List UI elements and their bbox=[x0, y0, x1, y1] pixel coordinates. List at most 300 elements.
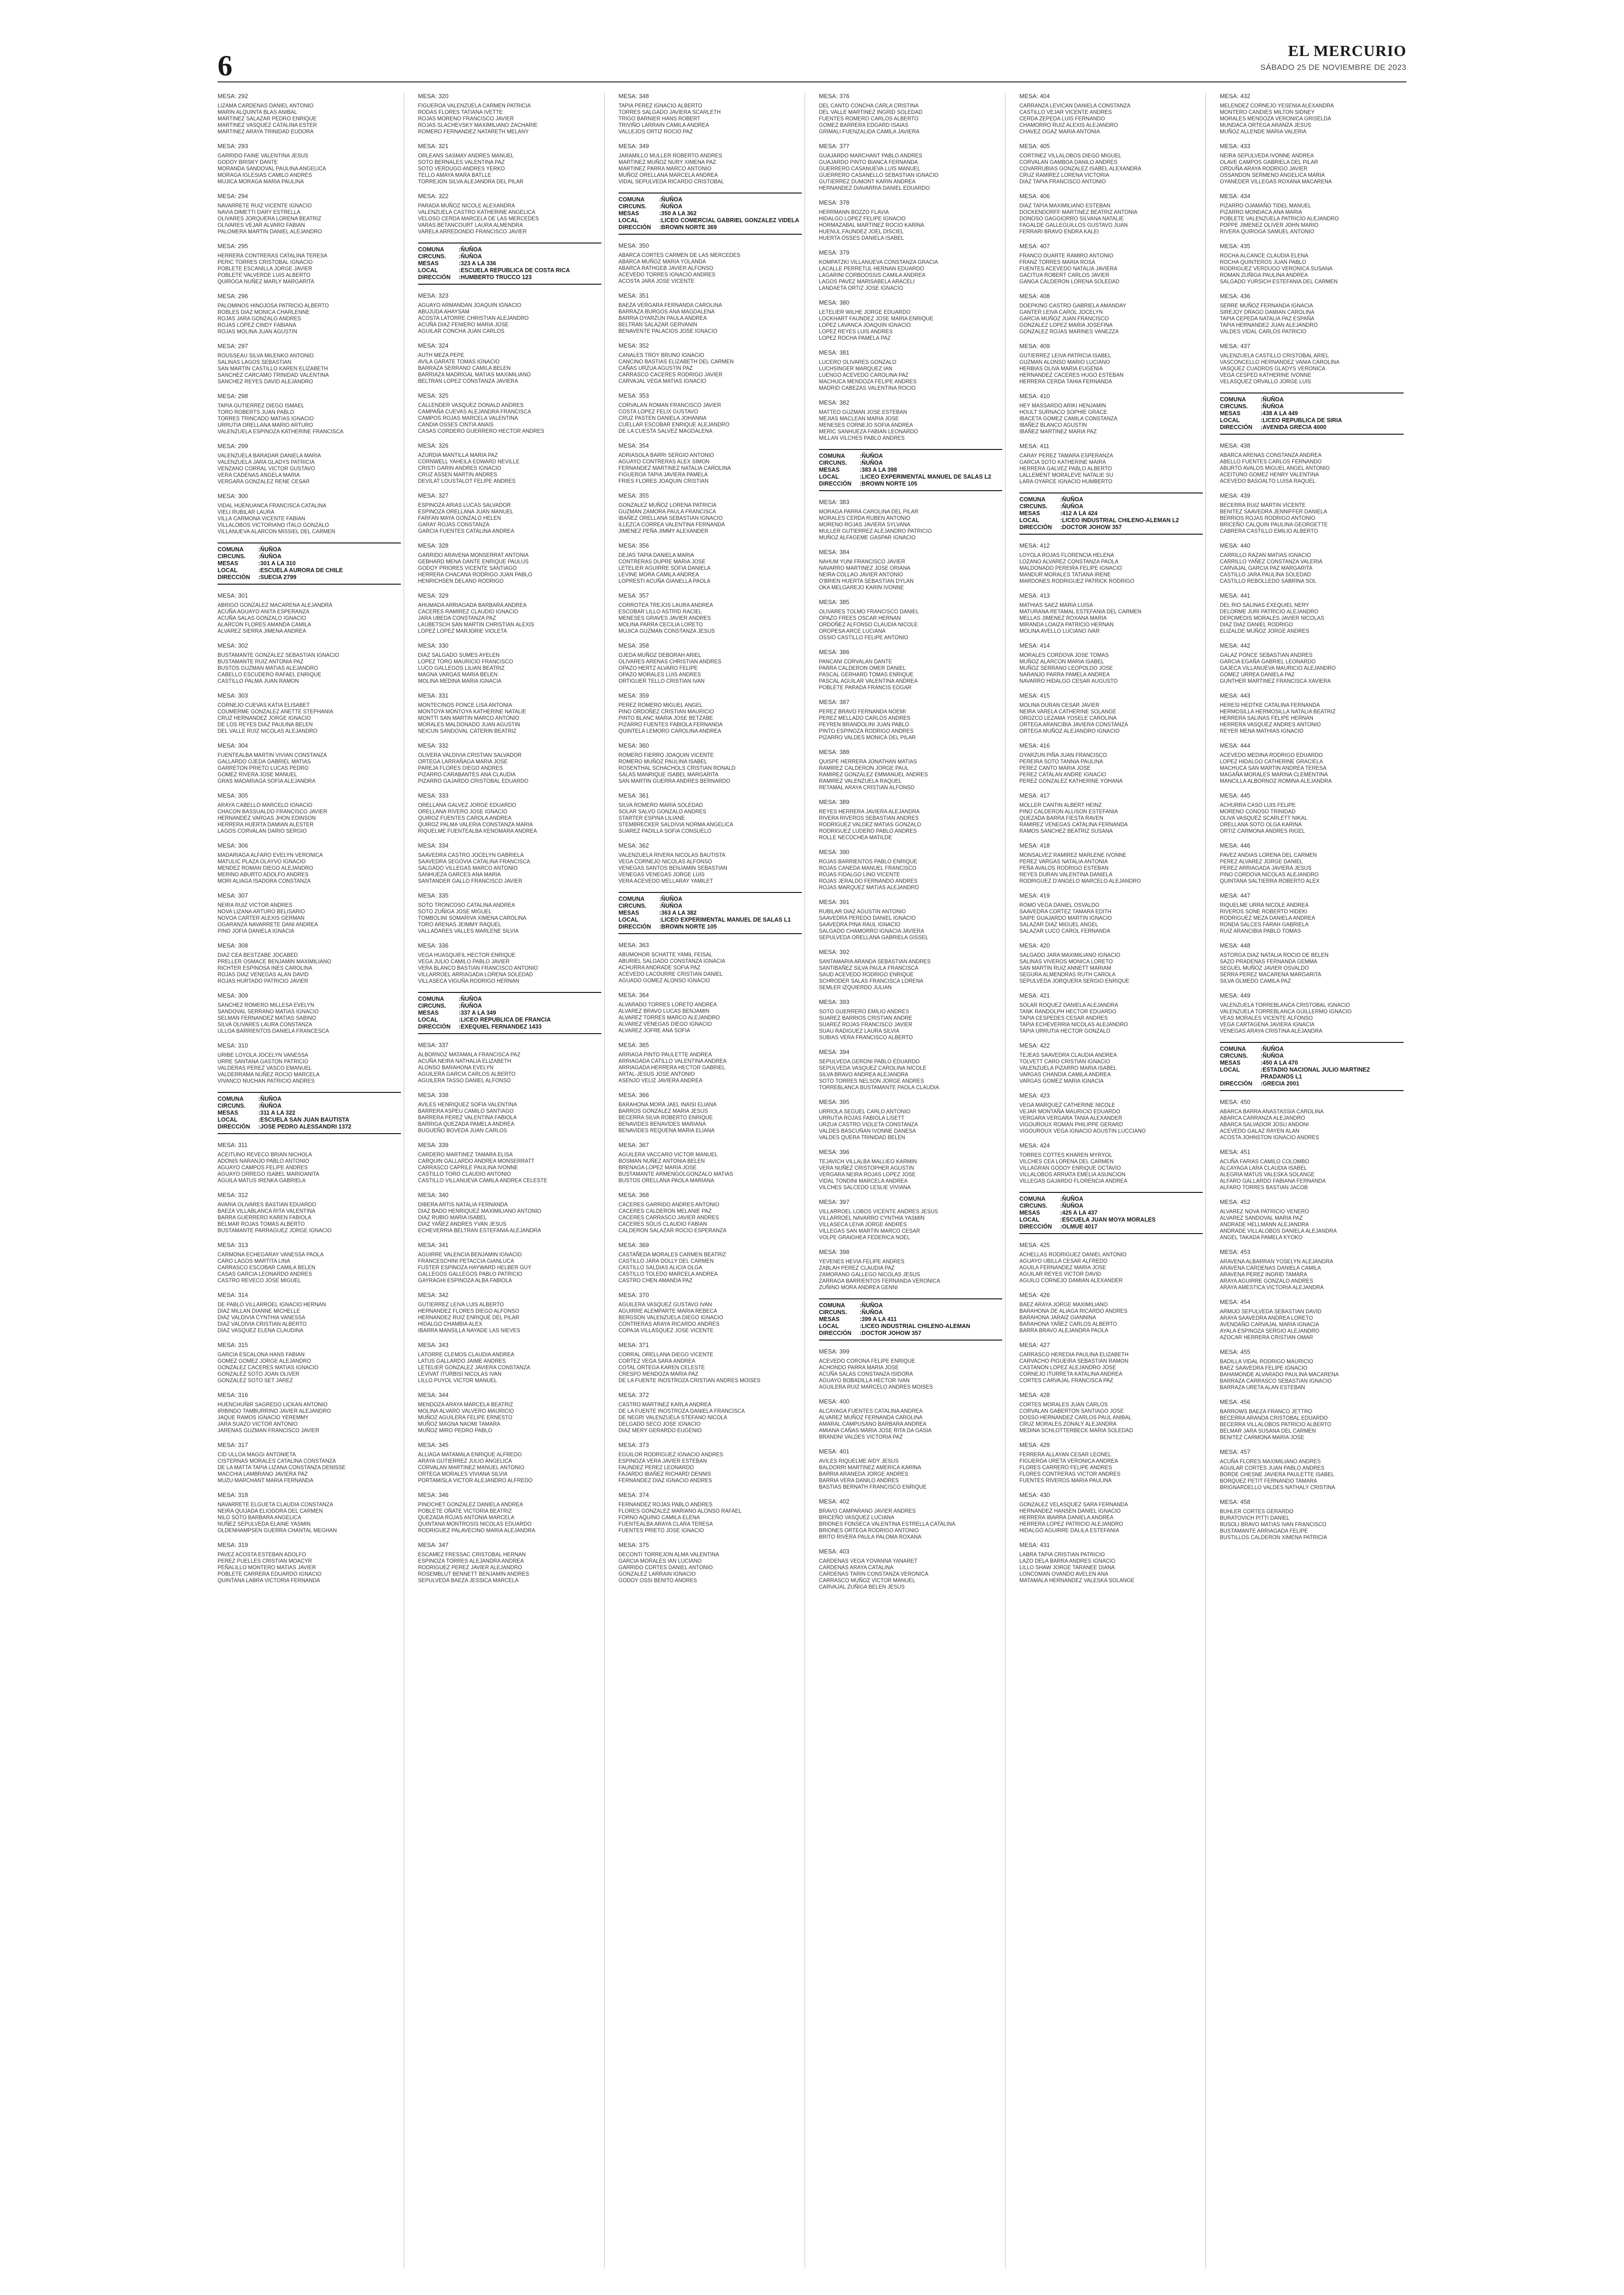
mesa-block bbox=[618, 1391, 802, 1434]
vocal-list bbox=[618, 1452, 802, 1484]
vocal-name: LOPEZ TORO MAURICIO FRANCISCO bbox=[418, 659, 513, 665]
vocal-list bbox=[618, 352, 802, 385]
mesa-block bbox=[1220, 692, 1404, 735]
vocal-name: CARRASCO HEREDIA PAULINA ELIZABETH bbox=[1019, 1352, 1129, 1358]
mesa-label: MESA: 415 bbox=[1019, 692, 1050, 699]
mesa-label: MESA: 400 bbox=[819, 1398, 849, 1405]
vocal-name: RAMIREZ GONZALEZ EMMANUEL ANDRES bbox=[819, 772, 928, 778]
vocal-name: RICHTER ESPINOSA INES CAROLINA bbox=[218, 966, 312, 971]
vocal-name: AGUADO GOMEZ ALONSO IGNACIO bbox=[618, 978, 710, 984]
field-value: :383 A LA 398 bbox=[860, 467, 897, 473]
vocal-name: NOVOA CARTER ALEXIS GERMAN bbox=[218, 916, 305, 921]
mesa-block bbox=[1220, 1148, 1404, 1191]
vocal-name: NAVARRO MARTINEZ JOSE ORIANA bbox=[819, 566, 911, 571]
vocal-name: LAGOS CORVALAN DARIO SERGIO bbox=[218, 829, 307, 834]
vocal-name: SEGUEL MUÑOZ JAVIER OSVALDO bbox=[1220, 966, 1309, 971]
vocal-name: URZUA CASTRO VIOLETA CONSTANZA bbox=[819, 1122, 918, 1128]
mesa-block bbox=[618, 842, 802, 885]
vocal-list bbox=[1019, 1102, 1203, 1135]
mesa-label: MESA: 445 bbox=[1220, 792, 1250, 799]
vocal-name: PEREZ PUELLES CRISTIAN MOACYR bbox=[218, 1559, 312, 1564]
vocal-name: AZOCAR HERRERA CRISTIAN OMAR bbox=[1220, 1335, 1313, 1341]
vocal-name: AGUILAR CORTES JUAN PABLO ANDRES bbox=[1220, 1466, 1324, 1471]
mesa-label: MESA: 356 bbox=[618, 542, 649, 549]
vocal-name: OROPESA ARCE LUCIANA bbox=[819, 629, 886, 634]
mesa-label: MESA: 299 bbox=[218, 443, 248, 449]
vocal-name: OLIVA VASQUEZ SCARLETT NIKAL bbox=[1220, 816, 1308, 821]
mesa-label: MESA: 336 bbox=[418, 942, 449, 949]
mesa-label: MESA: 405 bbox=[1019, 143, 1050, 150]
vocal-list bbox=[1019, 403, 1203, 435]
mesa-label: MESA: 374 bbox=[618, 1491, 649, 1498]
mesa-block bbox=[1220, 1198, 1404, 1241]
vocal-name: CRISTI GARIN ANDRES IGNACIO bbox=[418, 466, 501, 471]
vocal-name: MENDEZ ROMAN DIEGO ALEJANDRO bbox=[218, 866, 313, 871]
vocal-name: ABARCA CORTES CARMEN DE LAS MERCEDES bbox=[618, 253, 741, 258]
vocal-name: GUAJARDO MARCHANT PABLO ANDRES bbox=[819, 153, 923, 159]
vocal-name: ROJAS MARQUEZ MATIAS ALEJANDRO bbox=[819, 885, 919, 891]
vocal-name: SERRA PEREZ MACARENA MARGARITA bbox=[1220, 972, 1321, 978]
polling-location-block bbox=[1220, 393, 1404, 435]
mesa-label: MESA: 317 bbox=[218, 1441, 248, 1448]
vocal-list bbox=[1019, 1302, 1203, 1334]
mesa-label: MESA: 399 bbox=[819, 1348, 849, 1355]
field-key: DIRECCIÓN bbox=[1220, 424, 1253, 430]
vocal-name: BAEZ ARAYA JORGE MAXIMILIANO bbox=[1019, 1302, 1108, 1308]
vocal-name: BUHLER CORTES GERARDO bbox=[1220, 1509, 1293, 1515]
location-field bbox=[218, 1110, 401, 1116]
field-key: CIRCUNS. bbox=[1019, 1203, 1048, 1209]
location-field bbox=[1019, 524, 1203, 531]
vocal-name: VEGA HUASQUIFIL HECTOR ENRIQUE bbox=[418, 953, 516, 958]
mesa-block bbox=[418, 1091, 601, 1134]
vocal-name: PEREZ ALVAREZ JORGE DANIEL bbox=[1220, 859, 1303, 865]
location-field bbox=[218, 574, 401, 581]
vocal-name: CORVALAN GABERTON SANTIAGO JOSE bbox=[1019, 1409, 1124, 1414]
mesa-block bbox=[819, 549, 1002, 591]
vocal-name: OSSIO CASTILLO FELIPE ANTONIO bbox=[819, 635, 908, 641]
field-value: :ÑUÑOA bbox=[258, 1103, 281, 1109]
vocal-name: FRANCO DUARTE RAMIRO ANTONIO bbox=[1019, 253, 1113, 259]
vocal-list bbox=[218, 1402, 401, 1434]
mesa-label: MESA: 395 bbox=[819, 1098, 849, 1105]
vocal-name: VIGOUROUX ROMAN PHILIPPE GERARD bbox=[1019, 1122, 1123, 1128]
vocal-name: DONOSO GAGGIORRO SILVANA NATALIE bbox=[1019, 216, 1124, 222]
vocal-list bbox=[1019, 253, 1203, 285]
vocal-list bbox=[1220, 1259, 1404, 1291]
mesa-label: MESA: 409 bbox=[1019, 343, 1050, 349]
vocal-list bbox=[1019, 1252, 1203, 1284]
mesa-label: MESA: 339 bbox=[418, 1141, 449, 1148]
vocal-list bbox=[819, 1358, 1002, 1391]
field-key: COMUNA bbox=[819, 453, 845, 459]
mesa-label: MESA: 301 bbox=[218, 592, 248, 599]
vocal-name: CORTINEZ VILLALOBOS DIEGO MIGUEL bbox=[1019, 153, 1122, 159]
mesa-label: MESA: 375 bbox=[618, 1541, 649, 1548]
vocal-name: PIZARRO OJAMAÑO TIDEL MANUEL bbox=[1220, 203, 1312, 209]
vocal-name: ABUJUDA AHAYSAM bbox=[418, 309, 469, 315]
vocal-name: MARDONES RODRIGUEZ PATRICK RODRIGO bbox=[1019, 579, 1135, 584]
vocal-name: IRIBINDO TAMBURRINO JAVIER ALEJANDRO bbox=[218, 1409, 331, 1414]
location-field bbox=[1019, 1203, 1203, 1210]
vocal-name: KOMPATZKI VILLANUEVA CONSTANZA GRACIA bbox=[819, 260, 938, 265]
vocal-name: BARRAZA URETA ALAN ESTEBAN bbox=[1220, 1385, 1305, 1391]
vocal-name: AYALA ESPINOZA SERGIO ALEJANDRO bbox=[1220, 1328, 1319, 1334]
mesa-label: MESA: 351 bbox=[618, 292, 649, 299]
vocal-name: ULLOA BARRIENTOS DANIELA FRANCESCA bbox=[218, 1029, 329, 1034]
vocal-name: ANDRADE VILLALOBOS DANIELA ALEJANDRA bbox=[1220, 1229, 1337, 1234]
vocal-name: GONZALEZ LOPEZ MARIA JOSEFINA bbox=[1019, 323, 1113, 328]
vocal-name: FUENTEALBA ARAYA CLARA TERESA bbox=[618, 1522, 713, 1527]
vocal-name: VALDES QUERA TRINIDAD BELEN bbox=[819, 1135, 906, 1141]
mesa-label: MESA: 433 bbox=[1220, 143, 1250, 150]
vocal-name: ALVAREZ NOVA PATRICIO VENERO bbox=[1220, 1209, 1309, 1215]
vocal-name: STEMBRECKER SALDIVIA NORMA ANGELICA bbox=[618, 822, 733, 828]
mesa-label: MESA: 349 bbox=[618, 143, 649, 150]
field-key: LOCAL bbox=[218, 1116, 238, 1123]
vocal-name: ARTAL-JESUS JOSE ANTONIO bbox=[618, 1072, 695, 1077]
vocal-name: QUINTANA LABRA VICTORIA FERNANDA bbox=[218, 1578, 320, 1584]
vocal-name: NAVIA DIMETTI DARY ESTRELLA bbox=[218, 210, 300, 215]
vocal-name: CARDERO MARTINEZ TAMARA ELISA bbox=[418, 1152, 513, 1158]
vocal-list bbox=[819, 1159, 1002, 1191]
vocal-list bbox=[819, 153, 1002, 192]
mesa-label: MESA: 352 bbox=[618, 342, 649, 349]
mesa-label: MESA: 427 bbox=[1019, 1341, 1050, 1348]
field-value: :ÑUÑOA bbox=[258, 546, 281, 553]
vocal-name: BERRIOS ROJAS RODRIGO ANTONIO bbox=[1220, 516, 1316, 521]
vocal-name: PEREZ CATALAN ANDRE IGNACIO bbox=[1019, 772, 1106, 778]
vocal-name: HERRERA LOPEZ PATRICIO ALEJANDRO bbox=[1019, 1522, 1123, 1527]
vocal-name: JARA UBEDA CONSTANZA PAZ bbox=[418, 616, 496, 621]
vocal-list bbox=[1220, 502, 1404, 535]
vocal-name: ROCHA QUINTEROS JUAN PABLO bbox=[1220, 260, 1306, 265]
vocal-name: ORELLANA RIVERO JOSE IGNACIO bbox=[418, 809, 507, 815]
vocal-name: GONZALEZ ROJAS MARINES VANEZZA bbox=[1019, 329, 1119, 335]
vocal-name: BRITO RIVERA PAULA PALOMA ROXANA bbox=[819, 1534, 922, 1540]
mesa-block bbox=[418, 193, 601, 235]
vocal-name: FERRERA ALLAYAN CESAR LEONEL bbox=[1019, 1452, 1112, 1458]
vocal-list bbox=[819, 359, 1002, 392]
vocal-name: ASENJO VELIZ JAVIERA ANDREA bbox=[618, 1078, 703, 1084]
polling-location-block bbox=[819, 1298, 1002, 1341]
vocal-name: ALBORNOZ MATAMALA FRANCISCA PAZ bbox=[418, 1052, 521, 1058]
location-field bbox=[418, 274, 601, 281]
vocal-name: CAÑAS URZUA AGUSTIN PAZ bbox=[618, 366, 693, 371]
vocal-name: ACUÑA FLORES MAXIMILIANO ANDRES bbox=[1220, 1459, 1321, 1465]
vocal-name: ARRIAGA PINTO PAULETTE ANDREA bbox=[618, 1052, 712, 1058]
field-value: :HUMBERTO TRUCCO 123 bbox=[459, 274, 532, 281]
location-field bbox=[418, 1010, 601, 1017]
mesa-label: MESA: 422 bbox=[1019, 1042, 1050, 1049]
field-value: :JOSE PEDRO ALESSANDRI 1372 bbox=[258, 1123, 351, 1130]
vocal-name: GODOY PRIORES VICENTE SANTIAGO bbox=[418, 566, 517, 571]
vocal-name: CORTES MORALES JUAN CARLOS bbox=[1019, 1402, 1108, 1408]
mesa-block bbox=[1019, 592, 1203, 635]
vocal-name: CALLENDER VASQUEZ DONALD ANDRES bbox=[418, 403, 524, 408]
vocal-name: RIVERA QUIROGA SAMUEL ANTONIO bbox=[1220, 229, 1314, 235]
vocal-list bbox=[418, 852, 601, 885]
mesa-block bbox=[418, 1441, 601, 1484]
vocal-name: HEY MASSARDO ARIKI HENJAMIN bbox=[1019, 403, 1106, 409]
vocal-name: BURATOVICH PITTI DANIEL bbox=[1220, 1515, 1290, 1521]
vocal-name: SEPULVEDA ORELLANA GABRIELA GISSEL bbox=[819, 935, 929, 941]
vocal-name: BECERRA SILVA ROBERTO ENRIQUE bbox=[618, 1115, 713, 1121]
vocal-name: SANTIBAÑEZ SILVA PAULA FRANCISCA bbox=[819, 966, 918, 971]
mesa-block bbox=[418, 1291, 601, 1334]
vocal-list bbox=[819, 1408, 1002, 1441]
mesa-block bbox=[418, 392, 601, 435]
vocal-name: HENRICHSEN DELANO RODRIGO bbox=[418, 579, 504, 584]
mesa-block bbox=[218, 1191, 401, 1234]
mesa-label: MESA: 354 bbox=[618, 442, 649, 449]
field-value: :337 A LA 349 bbox=[459, 1010, 496, 1016]
mesa-block bbox=[819, 1148, 1002, 1191]
vocal-name: ROMERO MUÑOZ PAULINA ISABEL bbox=[618, 759, 707, 765]
vocal-list bbox=[819, 1259, 1002, 1291]
mesa-label: MESA: 419 bbox=[1019, 892, 1050, 899]
location-field bbox=[618, 923, 802, 930]
mesa-block bbox=[819, 1048, 1002, 1091]
vocal-name: ALVAREZ BRAVO LUCAS BENJAMIN bbox=[618, 1009, 710, 1014]
vocal-name: PIZARRO GAJARDO CRISTOBAL EDUARDO bbox=[418, 779, 529, 784]
vocal-list bbox=[218, 303, 401, 335]
vocal-name: ACEVEDO TORRES IGNACIO ANDRES bbox=[618, 272, 716, 278]
vocal-name: GUTIERREZ LEIVA LUIS ALBERTO bbox=[418, 1302, 504, 1308]
mesa-label: MESA: 389 bbox=[819, 798, 849, 805]
vocal-name: AMIANA CAÑAS MARIA JOSE RITA DA GASIA bbox=[819, 1428, 932, 1434]
vocal-name: DE LA CUESTA SALVEZ MAGDALENA bbox=[618, 429, 712, 434]
vocal-list bbox=[1019, 752, 1203, 785]
polling-location-block bbox=[218, 543, 401, 585]
vocal-name: GACITUA ROBERT CARLOS JAVIER bbox=[1019, 273, 1110, 278]
field-value: :ÑUÑOA bbox=[659, 896, 682, 902]
mesa-label: MESA: 347 bbox=[418, 1541, 449, 1548]
field-key: CIRCUNS. bbox=[218, 553, 246, 560]
vocal-name: ALFARO GALLARDO FABIANA FERNANDA bbox=[1220, 1179, 1326, 1184]
vocal-name: CARO LAGOS MARTITA LINA bbox=[218, 1259, 290, 1264]
vocal-name: BUSTOS GUZMAN MATIAS ALEJANDRO bbox=[218, 666, 318, 671]
mesa-label: MESA: 429 bbox=[1019, 1441, 1050, 1448]
vocal-list bbox=[819, 509, 1002, 541]
vocal-name: MERINO ABURTO ADOLFO ANDRES bbox=[218, 872, 309, 878]
vocal-list bbox=[819, 1558, 1002, 1590]
vocal-name: DIAZ YAÑEZ ANDRES YVAN JESUS bbox=[418, 1222, 506, 1227]
vocal-name: ABURTO AVALOS MIGUEL ANGEL ANTONIO bbox=[1220, 466, 1330, 471]
vocal-name: CORNWELL YAHEILA EDWARD NEVILLE bbox=[418, 459, 520, 465]
mesa-label: MESA: 378 bbox=[819, 199, 849, 206]
vocal-name: MUÑOZ ALLENDE MARIA VALERIA bbox=[1220, 129, 1307, 135]
mesa-block bbox=[1019, 1042, 1203, 1085]
vocal-name: ARAVENA PEREZ INGRID TAMARA bbox=[1220, 1272, 1307, 1278]
mesa-label: MESA: 308 bbox=[218, 942, 248, 949]
field-value: :ÑUÑOA bbox=[1261, 403, 1284, 410]
mesa-block bbox=[1019, 1241, 1203, 1284]
column bbox=[418, 93, 605, 2268]
vocal-name: MORAGA IGLESIAS CAMILO ANDRES bbox=[218, 173, 312, 178]
mesa-block bbox=[1019, 1541, 1203, 1584]
vocal-name: TRIVIÑO LARRAIN CAMILA ANDREA bbox=[618, 123, 709, 128]
vocal-name: SAAVEDRA PINA RAUL IGNACIO bbox=[819, 922, 900, 928]
vocal-name: CABRERA CASTILLO EMILIO ALBERTO bbox=[1220, 529, 1318, 534]
mesa-block bbox=[218, 243, 401, 285]
vocal-name: CANCINO BASTIAS ELIZABETH DEL CARMEN bbox=[618, 359, 734, 365]
vocal-list bbox=[418, 1152, 601, 1184]
field-key: LOCAL bbox=[1220, 1066, 1240, 1073]
vocal-name: TORREJON SILVA ALEJANDRA DEL PILAR bbox=[418, 179, 524, 185]
mesa-label: MESA: 294 bbox=[218, 193, 248, 200]
vocal-list bbox=[218, 353, 401, 385]
vocal-list bbox=[618, 1552, 802, 1584]
vocal-name: ACEVEDO GALAZ RAYEN ALAN bbox=[1220, 1129, 1299, 1134]
field-value: :ESCUELA JUAN MOYA MORALES bbox=[1060, 1216, 1156, 1223]
vocal-name: PEÑA AVALOS RODRIGO ESTEBAN bbox=[1019, 866, 1109, 871]
vocal-name: MULLER GUTIERREZ ALEJANDRO PATRICIO bbox=[819, 529, 932, 534]
mesa-block bbox=[218, 443, 401, 485]
vocal-name: POBLETE VALVERDE LUIS ALBERTO bbox=[218, 273, 311, 278]
vocal-name: SUAU RADIGUEZ LAURA SILVIA bbox=[819, 1029, 899, 1034]
location-field bbox=[819, 460, 1002, 467]
vocal-list bbox=[819, 659, 1002, 691]
vocal-name: TANK RANDOLPH HECTOR EDUARDO bbox=[1019, 1009, 1117, 1015]
mesa-block bbox=[418, 642, 601, 685]
vocal-name: GARRIDO FAINE VALENTINA JESUS bbox=[218, 153, 308, 159]
vocal-name: DELGADO SECO JOSE IGNACIO bbox=[618, 1422, 701, 1427]
mesa-block bbox=[819, 1448, 1002, 1491]
vocal-name: GANTER LEIVA CAROL JOCELYN bbox=[1019, 310, 1103, 315]
vocal-name: ROSEMBLUT BENNETT BENJAMIN ANDRES bbox=[418, 1572, 529, 1577]
vocal-name: ABARCA ARENAS CONSTANZA ANDREA bbox=[1220, 453, 1322, 458]
mesa-label: MESA: 382 bbox=[819, 399, 849, 406]
field-value: :LICEO REPUBLICA DE FRANCIA bbox=[459, 1017, 551, 1023]
field-key: CIRCUNS. bbox=[418, 253, 446, 260]
mesa-label: MESA: 326 bbox=[418, 442, 449, 449]
mesa-block bbox=[218, 1042, 401, 1085]
vocal-name: MORALES CERDA RUBEN ANTONIO bbox=[819, 516, 911, 521]
vocal-list bbox=[618, 552, 802, 585]
vocal-name: ROJAS MORENO FRANCISCO JAVIER bbox=[418, 116, 514, 122]
polling-location-block bbox=[1019, 493, 1203, 535]
vocal-name: RIVERA RIVEROS SEBASTIAN ANDRES bbox=[819, 816, 919, 821]
vocal-name: GARCIA MORALES IAN LUCIANO bbox=[618, 1559, 702, 1564]
vocal-name: PIZARRO VALDES MONICA DEL PILAR bbox=[819, 735, 916, 741]
field-key: MESAS bbox=[218, 560, 238, 567]
vocal-name: PALOMINOS HINOJOSA PATRICIO ALBERTO bbox=[218, 303, 329, 309]
vocal-name: ABARCA CARRANZA ALEJANDRO bbox=[1220, 1116, 1305, 1121]
vocal-name: GUAJARDO PINTO BIANCA FERNANDA bbox=[819, 160, 918, 165]
polling-location-block bbox=[1019, 1192, 1203, 1234]
vocal-list bbox=[1019, 453, 1203, 485]
mesa-block bbox=[819, 1498, 1002, 1540]
mesa-block bbox=[618, 1141, 802, 1184]
vocal-name: PEREZ GONZALEZ KATHERINE YOHANA bbox=[1019, 779, 1123, 784]
mesa-block bbox=[618, 1341, 802, 1384]
vocal-name: ROLLE NECOCHEA MATILDE bbox=[819, 835, 892, 841]
vocal-name: BELTRAN SALAZAR GERVANIN bbox=[618, 322, 697, 328]
vocal-name: DEL VALLE MARTINEZ INGRID SOLEDAD bbox=[819, 110, 923, 115]
mesa-label: MESA: 363 bbox=[618, 942, 649, 948]
vocal-name: MERIC SANHUEZA FABIAN LEONARDO bbox=[819, 429, 918, 435]
location-field bbox=[618, 217, 802, 224]
location-field bbox=[218, 546, 401, 553]
vocal-name: VALENZUELA CASTRO KATHERINE ANGELICA bbox=[418, 210, 536, 215]
vocal-name: ORTEGA MORALES VIVIANA SILVIA bbox=[418, 1472, 508, 1477]
vocal-name: MUÑOZ ORELLANA MARCELA ANDREA bbox=[618, 173, 718, 178]
vocal-name: ROSENTHAL SCHACHOLS CRISTIAN RONALD bbox=[618, 766, 736, 771]
vocal-list bbox=[618, 652, 802, 685]
vocal-name: CASTILLO SALDIAS ALICIA OLGA bbox=[618, 1265, 702, 1271]
vocal-name: SALAS MANRIQUE ISABEL MARGARITA bbox=[618, 772, 718, 778]
vocal-name: VALLADARES VALLES MARLENE SILVIA bbox=[418, 929, 519, 934]
vocal-name: LEVINE MORA CAMILA ANDREA bbox=[618, 572, 699, 578]
mesa-block bbox=[618, 1041, 802, 1084]
mesa-label: MESA: 322 bbox=[418, 193, 449, 200]
vocal-name: SAN MARTIN CASTILLO KAREN ELIZABETH bbox=[218, 366, 328, 372]
vocal-list bbox=[418, 1302, 601, 1334]
field-key: DIRECCIÓN bbox=[819, 480, 852, 487]
vocal-name: ACUÑA SALAS GONZALO IGNACIO bbox=[218, 616, 306, 621]
vocal-list bbox=[618, 452, 802, 485]
mesa-block bbox=[1220, 1348, 1404, 1391]
vocal-name: VILLA CARMONA VICENTE FABIAN bbox=[218, 516, 306, 522]
vocal-name: HIDALGO AGUIRRE DALILA ESTEFANIA bbox=[1019, 1528, 1119, 1534]
mesa-block bbox=[218, 842, 401, 885]
vocal-name: MAGAÑA MORALES MARINA CLEMENTINA bbox=[1220, 772, 1328, 778]
vocal-list bbox=[218, 1052, 401, 1085]
vocal-list bbox=[418, 1552, 601, 1584]
vocal-name: MADRID CABEZAS VALENTINA ROCIO bbox=[819, 386, 916, 391]
vocal-name: MUÑOZ MAGNA NAOMI TAMARA bbox=[418, 1422, 500, 1427]
vocal-name: BARRERA PEREZ VALENTINA FABIOLA bbox=[418, 1115, 517, 1121]
mesa-label: MESA: 319 bbox=[218, 1541, 248, 1548]
vocal-name: ACEVEDO MEDINA RODRIGO EDUARDO bbox=[1220, 753, 1323, 758]
field-value: :EXEQUIEL FERNANDEZ 1433 bbox=[459, 1023, 542, 1030]
mesa-label: MESA: 437 bbox=[1220, 343, 1250, 349]
location-field bbox=[1220, 1060, 1404, 1066]
vocal-name: BUGUEÑO BOVEDA JUAN CARLOS bbox=[418, 1128, 507, 1134]
mesa-block bbox=[1019, 542, 1203, 585]
vocal-name: CASTILLO VEJAR VICENTE ANDRES bbox=[1019, 110, 1112, 115]
vocal-name: SALGADO YURSICH ESTEFANIA DEL CARMEN bbox=[1220, 279, 1338, 285]
field-value: :OLMUE 4017 bbox=[1060, 1223, 1098, 1230]
vocal-name: SOLAR SALVO GONZALO ANDRES bbox=[618, 809, 706, 815]
vocal-name: ABARCA BARRA ANASTASSIA CAROLINA bbox=[1220, 1109, 1324, 1115]
vocal-name: BELMAR ROJAS TOMAS ALBERTO bbox=[218, 1222, 305, 1227]
vocal-name: VILCHES CEA LORENA DEL CARMEN bbox=[1019, 1159, 1114, 1165]
vocal-name: LETELIER GONZALEZ JAVIERA CONSTANZA bbox=[418, 1365, 531, 1371]
mesa-block bbox=[618, 542, 802, 585]
field-value: :SUECIA 2799 bbox=[258, 574, 297, 580]
vocal-name: LUENGO ACEVEDO CAROLINA PAZ bbox=[819, 373, 909, 378]
vocal-name: LOPEZ REYES LUIS ANDRES bbox=[819, 329, 893, 335]
vocal-name: GAJECA VILLANUEVA MAURICIO ALEJANDRO bbox=[1220, 666, 1336, 671]
vocal-name: LIZAMA CARDENAS DANIEL ANTONIO bbox=[218, 103, 314, 109]
vocal-list bbox=[618, 1302, 802, 1334]
vocal-name: LACALLE PERRETUL HERNAN EDUARDO bbox=[819, 266, 924, 272]
vocal-name: GONZALEZ VELASQUEZ SARA FERNANDA bbox=[1019, 1502, 1128, 1508]
vocal-name: GARCIA MUÑOZ JUAN FRANCISCO bbox=[1019, 316, 1109, 322]
vocal-name: JAQUE RAMOS IGNACIO YEREMMY bbox=[218, 1415, 309, 1421]
vocal-name: BARRIA OYARZUN PAULA ANDREA bbox=[618, 316, 707, 321]
field-key: COMUNA bbox=[418, 246, 444, 253]
location-field bbox=[819, 453, 1002, 460]
vocal-name: BALDORRI MARTINEZ AMERICA KARINA bbox=[819, 1465, 921, 1471]
mesa-block bbox=[618, 942, 802, 984]
mesa-block bbox=[218, 343, 401, 385]
vocal-name: VARAS BETANCOURT LAURA ALMENDRA bbox=[418, 223, 523, 228]
vocal-name: VALENZUELA RIVERA NICOLAS BAUTISTA bbox=[618, 853, 725, 858]
vocal-list bbox=[1220, 103, 1404, 135]
